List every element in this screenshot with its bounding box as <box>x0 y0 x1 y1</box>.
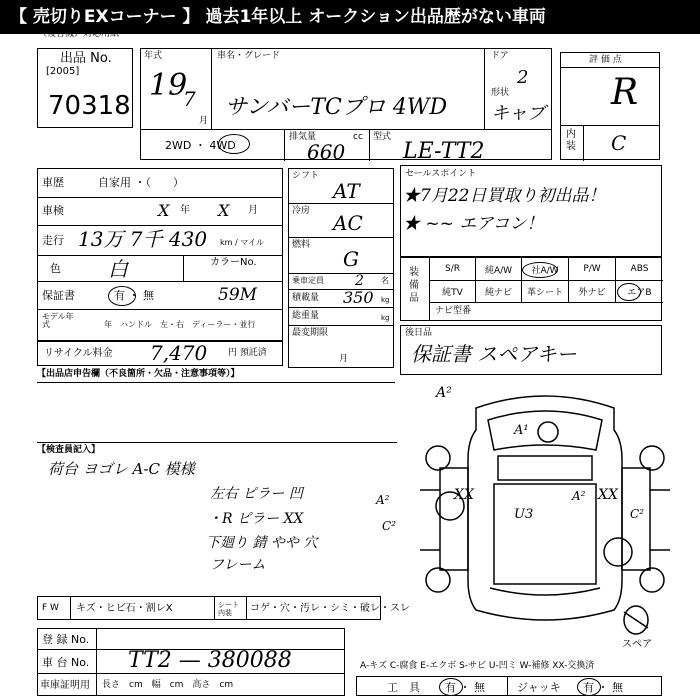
navi-label: ナビ型番 <box>435 306 472 316</box>
fw-seat-row <box>37 596 410 620</box>
load-label: 積載量 <box>292 293 320 303</box>
shift-label: シフト <box>292 171 320 181</box>
registration-box <box>37 628 345 696</box>
grade-box <box>560 52 660 160</box>
lot-box <box>37 48 133 128</box>
jack-circle <box>577 678 601 696</box>
mark-u3: U3 <box>514 507 534 522</box>
interior-label: 内装 <box>566 129 576 152</box>
reg-no-label: 登 録 No. <box>42 633 90 646</box>
fuel-value: G <box>343 247 359 271</box>
warranty-options: 有 ・ 無 <box>114 289 154 302</box>
tools-label: 工 具 <box>387 681 420 694</box>
model-change-unit: 月 <box>339 354 349 364</box>
doors-label: ドア <box>491 51 509 61</box>
color-no-label: カラーNo. <box>210 257 257 268</box>
damage-legend: A-キズ C-腐食 E-エクボ S-サビ U-凹ミ W-補修 XX-交換済 <box>360 661 595 671</box>
equip-circle-aw <box>522 262 558 278</box>
sales-points-box <box>400 165 662 257</box>
sales-point-2: ★ ~~ エアコン！ <box>403 214 544 234</box>
equip-airbag: エアB <box>627 287 652 298</box>
later-items-title: 後日品 <box>405 328 433 338</box>
inspector-line-3: ・R ピラー XX <box>208 511 304 527</box>
displacement-label: 排気量 <box>289 132 317 142</box>
name-value: サンバーTCプロ 4WD <box>225 95 448 120</box>
shape-value: キャブ <box>491 103 545 124</box>
color-value: 白 <box>108 257 128 281</box>
recycle-box <box>37 340 283 366</box>
inspection-year-unit: 年 <box>180 205 190 216</box>
model-change-label: 最変期限 <box>292 328 329 338</box>
cert-label: 車庫証明用 <box>40 680 90 691</box>
mark-a-right: A² <box>572 489 586 503</box>
ac-value: AC <box>333 211 363 235</box>
equip-navi: 純ナビ <box>476 280 522 302</box>
recycle-value: 7,470 <box>150 341 208 365</box>
equip-leather: 革シート <box>522 280 569 302</box>
spare-label: スペア <box>622 639 652 650</box>
grade-title: 評 価 点 <box>589 55 622 65</box>
capacity-unit: 名 <box>381 276 389 285</box>
mileage-label: 走行 <box>42 234 64 247</box>
model-label: 型式 <box>373 132 392 142</box>
lot-sub: [2005] <box>46 66 80 77</box>
capacity-value: 2 <box>355 273 364 289</box>
drive-circle <box>218 134 250 154</box>
equip-abs: ABS <box>630 264 649 274</box>
header-banner: 【 売切りEXコーナー 】 過去1年以上 オークション出品歴がない車両 <box>0 0 700 34</box>
jack-options: 有 ・ 無 <box>583 681 623 694</box>
sales-points-title: セールスポイント <box>405 169 477 179</box>
mark-xx-left: XX <box>454 487 474 503</box>
fuel-label: 燃料 <box>292 240 311 250</box>
chassis-value: TT2 — 380088 <box>128 648 292 673</box>
load-value: 350 <box>343 288 374 307</box>
subnote: （複告機）対応用紙 <box>38 29 120 39</box>
month-unit: 月 <box>199 116 209 126</box>
mileage-value: 13万 7千 430 <box>78 227 208 251</box>
mark-a-left: A² <box>376 493 390 507</box>
fw-items: キズ・ヒビ石・割レX <box>76 603 173 614</box>
seat-label: シート内装 <box>218 601 239 617</box>
chassis-label: 車 台 No. <box>42 656 90 669</box>
mark-a-top: A² <box>436 385 452 401</box>
year-value: 19 <box>149 68 188 103</box>
mark-a-center: A¹ <box>514 423 529 438</box>
inspector-line-1: 荷台 ヨゴレ A-C 模様 <box>48 460 195 478</box>
fw-label: F W <box>42 603 59 613</box>
grade-score: R <box>611 72 639 113</box>
inspector-line-5: フレーム <box>210 557 266 573</box>
specs-box <box>288 168 394 368</box>
mark-c-left: C² <box>382 519 396 533</box>
mark-c-right: C² <box>630 507 644 521</box>
ac-label: 冷房 <box>292 206 311 216</box>
inspector-line-2: 左右 ピラー 凹 <box>210 486 303 502</box>
year-label: 年式 <box>144 51 163 61</box>
equipment-box <box>400 257 662 321</box>
equipment-title: 装備品 <box>409 267 419 304</box>
inspection-month-unit: 月 <box>248 205 258 216</box>
car-damage-diagram <box>400 380 690 640</box>
reg-label: 車歴 <box>42 176 64 189</box>
lot-label: 出品 No. <box>60 51 112 66</box>
recycle-unit: 円 預託済 <box>228 348 267 358</box>
drive-label: 2WD ・ 4WD <box>165 139 236 152</box>
equip-tv: 純TV <box>430 280 476 302</box>
warranty-note: 59M <box>218 285 258 305</box>
tools-circle <box>439 678 463 696</box>
model-year-label: モデル年式 <box>42 312 74 329</box>
cert-cols: 長さ cm 幅 cm 高さ cm <box>102 680 234 690</box>
declaration-title: 【出品店申告欄（不良箇所・欠品・注意事項等）】 <box>37 369 240 379</box>
model-value: LE-TT2 <box>403 139 485 164</box>
mark-xx-right: XX <box>598 487 618 503</box>
model-year-row: 年 ハンドル 左・右 ディーラー・並行 <box>104 320 256 329</box>
later-items-value: 保証書 スペアキー <box>411 342 577 366</box>
capacity-label: 乗車定員 <box>292 276 324 285</box>
inspector-title: 【検査員記入】 <box>37 445 101 455</box>
mileage-units: km / マイル <box>220 238 265 247</box>
name-label: 車名・グレード <box>217 51 281 61</box>
history-box <box>37 168 283 342</box>
spare-tire <box>624 606 648 634</box>
inspection-label: 車検 <box>42 204 64 217</box>
warranty-circle <box>108 286 136 306</box>
shape-label: 形状 <box>491 88 510 98</box>
inspection-month: X <box>218 201 230 220</box>
tools-options: 有 ・ 無 <box>445 681 485 694</box>
displacement-unit: cc <box>353 132 363 142</box>
interior-grade: C <box>611 131 627 155</box>
vehicle-box <box>140 48 552 164</box>
load-unit: kg <box>381 296 390 304</box>
equip-pw: P/W <box>569 258 616 280</box>
displacement-value: 660 <box>307 140 346 164</box>
gross-unit: kg <box>381 314 390 322</box>
reg-value: 自家用 ・（ ） <box>98 176 184 189</box>
tools-box <box>356 676 662 696</box>
sales-point-1: ★7月22日買取り初出品！ <box>403 186 606 206</box>
doors-value: 2 <box>517 67 529 88</box>
equip-sr: S/R <box>430 258 476 280</box>
equip-alloy: 純A/W <box>476 258 522 280</box>
seat-items: コゲ・穴・汚レ・シミ・破レ・スレ <box>250 603 410 614</box>
recycle-label: リサイクル料金 <box>44 348 113 359</box>
lot-number: 70318 <box>48 91 131 121</box>
month-value: 7 <box>183 87 196 111</box>
gross-label: 総重量 <box>292 311 320 321</box>
color-label: 色 <box>50 262 61 275</box>
equip-aftermarket-alloy: 社A/W <box>522 258 569 280</box>
warranty-label: 保証書 <box>42 289 75 302</box>
equip-circle-airbag <box>617 283 641 301</box>
later-items-box <box>400 325 662 375</box>
inspector-line-4: 下廻り 錆 やや 穴 <box>206 535 318 551</box>
equip-ext-navi: 外ナビ <box>569 280 616 302</box>
jack-label: ジャッキ <box>517 681 561 694</box>
shift-value: AT <box>333 179 360 203</box>
inspection-year: X <box>158 201 170 220</box>
